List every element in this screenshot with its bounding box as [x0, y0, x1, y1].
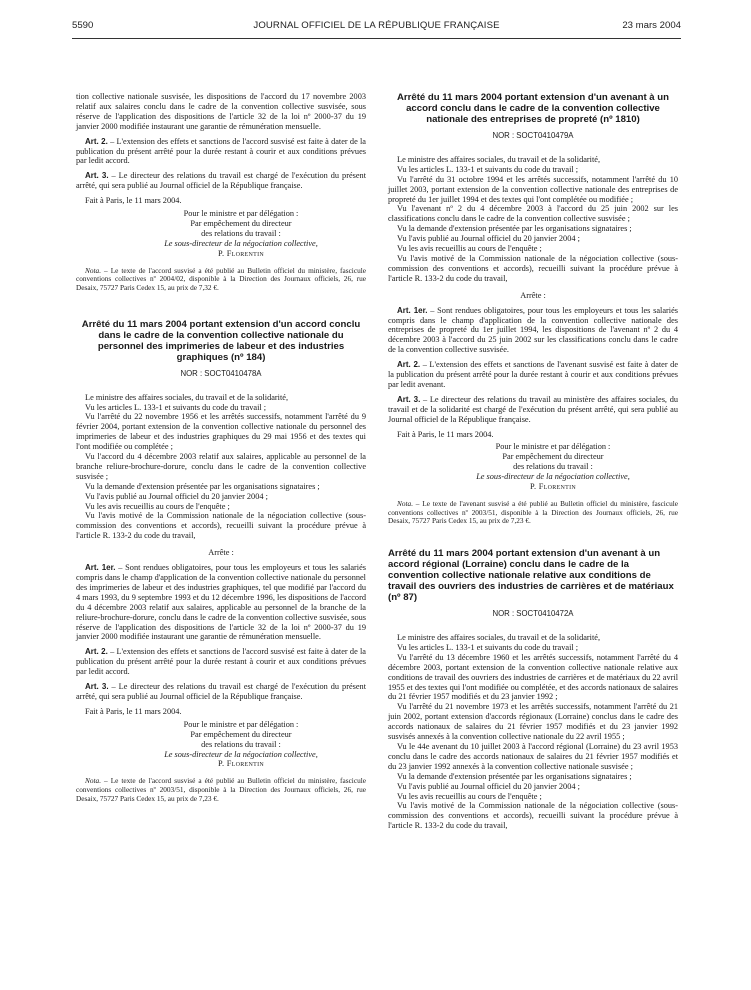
- journal-title: JOURNAL OFFICIEL DE LA RÉPUBLIQUE FRANÇAISE: [253, 20, 500, 31]
- article-text: – Le directeur des relations du travail est chargé de l'exécution du présent arrêté, qui sera publié au Journal officiel de la République française.: [76, 682, 367, 701]
- visa-line: Vu la demande d'extension présentée par les organisations signataires ;: [85, 481, 320, 491]
- article-text: – Sont rendues obligatoires, pour tous les employeurs et tous les salariés compris dans le champ d'application de la convention collective nationale des entreprises de propreté du 1er juillet 1994, les dispositions de l'avenant nº 2 du 4 décembre 2003 à l'accord du 25 juin 2002 sur les classifications conclu dans le cadre de la convention collective susvisée.: [388, 305, 679, 355]
- left-column: [76, 92, 366, 803]
- visa-line: Vu l'accord du 4 décembre 2003 relatif aux salaires, applicable au personnel de la branche reliure-brochure-dorure, conclu dans le cadre de la convention collective susvisée ;: [76, 452, 366, 481]
- nota-label: Nota.: [397, 499, 414, 508]
- visa-line: Vu l'avis publié au Journal officiel du 20 janvier 2004 ;: [397, 781, 580, 791]
- continued-text: tion collective nationale susvisée, les dispositions de l'accord du 17 novembre 2003 relatif aux salaires conclu dans le cadre de la convention collective susvisée, sous réserve de l'application des dispositions de l'article 32 de la loi nº 2000-37 du 19 janvier 2000 modifiée instaurant une garantie de rémunération mensuelle.: [76, 92, 366, 131]
- visa-line: Vu la demande d'extension présentée par les organisations signataires ;: [397, 771, 632, 781]
- nota-label: Nota.: [85, 776, 102, 786]
- visa-line: Vu l'avis motivé de la Commission nationale de la négociation collective (sous-commission des conventions et accords), recueilli suivant la procédure prévue à l'article R. 133-2 du code du travail,: [76, 511, 366, 541]
- signature-place-date: Fait à Paris, le 11 mars 2004.: [85, 196, 182, 206]
- article-label: Art. 1er.: [85, 563, 116, 573]
- article-3: [388, 395, 678, 425]
- issue-date: 23 mars 2004: [622, 20, 681, 31]
- visa-line: Vu l'avis motivé de la Commission nationale de la négociation collective (sous-commission des conventions et accords), recueilli suivant la procédure prévue à l'article R. 133-2 du code du travail,: [388, 253, 678, 283]
- signature-block: [116, 720, 366, 770]
- article-3: [76, 682, 366, 702]
- visa-line: Le ministre des affaires sociales, du travail et de la solidarité,: [397, 154, 601, 164]
- article-text: – Le directeur des relations du travail au ministère des affaires sociales, du travail et de la solidarité est chargé de l'exécution du présent arrêté, qui sera publié au Journal officiel de la République française.: [388, 394, 678, 424]
- visa-line: Le ministre des affaires sociales, du travail et de la solidarité,: [85, 392, 289, 402]
- article-label: Art. 2.: [85, 136, 108, 146]
- visa-line: Vu les articles L. 133-1 et suivants du code du travail ;: [397, 642, 579, 652]
- signature-line: Pour le ministre et par délégation :: [183, 719, 299, 729]
- article-2: [76, 647, 366, 677]
- signature-line: Par empêchement du directeur: [502, 452, 604, 462]
- signatory-name: P. Florentin: [217, 248, 265, 258]
- signature-line: Par empêchement du directeur: [190, 218, 292, 228]
- nota-label: Nota.: [85, 265, 102, 275]
- visa-line: Vu l'avis motivé de la Commission nationale de la négociation collective (sous-commission des conventions et accords), recueilli suivant la procédure prévue à l'article R. 133-2 du code du travail,: [388, 801, 678, 831]
- article-text: – L'extension des effets et sanctions de l'accord susvisé est faite à dater de la publication du présent arrêté pour la durée restant à courir et aux conditions prévues par ledit accord.: [76, 647, 366, 677]
- article-label: Art. 2.: [85, 647, 108, 657]
- article-text: – Sont rendues obligatoires, pour tous les employeurs et tous les salariés compris dans le champ d'application de la convention collective nationale du personnel des imprimeries de labeur et des industries graphiques, tel que modifié par l'accord du 4 mars 1993, du 9 septembre 1993 et du 12 décembre 1996, les dispositions de l'accord du 4 décembre 2003 relatif aux salaires, applicable au personnel de la branche de la reliure-brochure-dorure, conclu dans le cadre de la convention collective susvisée, sous réserve de l'application des dispositions de l'article 32 de la loi nº 2000-37 du 19 janvier 2000 modifiée instaurant une garantie de rémunération mensuelle.: [76, 563, 367, 642]
- visa-line: Vu les avis recueillis au cours de l'enquête ;: [397, 791, 542, 801]
- visa-line: Vu l'arrêté du 31 octobre 1994 et les arrêtés successifs, notamment l'arrêté du 10 juillet 2003, portant extension de la convention collective nationale des entreprises de propreté du 1er juillet 1994 et des textes qui l'ont complétée ou modifiée ;: [388, 174, 678, 204]
- decree-title: Arrêté du 11 mars 2004 portant extension d'un avenant à un accord conclu dans le cadre de la convention collective nationale des entreprises de propreté (nº 1810): [396, 92, 670, 125]
- nota: [76, 777, 366, 803]
- signature-line: Par empêchement du directeur: [190, 729, 292, 739]
- visa-line: Vu l'arrêté du 13 décembre 1960 et les arrêtés successifs, notamment l'arrêté du 4 décembre 2003, portant extension de la convention collective nationale relative aux conditions de travail des ouvriers des industries de carrières et de matériaux du 22 avril 1955 et des textes qui l'ont modifiée ou complétée, et des accords nationaux de salaires du 21 février 1957 modifiés et du 23 janvier 1992 ;: [388, 652, 678, 702]
- nor-reference: NOR : SOCT0410479A: [492, 131, 574, 140]
- article-2: [76, 137, 366, 167]
- article-3: [76, 171, 366, 191]
- signature-line: Le sous-directeur de la négociation collective,: [476, 472, 630, 482]
- page-header: [72, 20, 681, 34]
- signature-line: Pour le ministre et par délégation :: [495, 442, 611, 452]
- signature-block: [116, 209, 366, 259]
- visa-line: Le ministre des affaires sociales, du travail et de la solidarité,: [397, 633, 601, 643]
- nor-reference: NOR : SOCT0410478A: [180, 368, 262, 378]
- visa-line: Vu l'arrêté du 21 novembre 1973 et les arrêtés successifs, notamment l'arrêté du 21 juin 2002, portant extension d'accords régionaux (Lorraine) conclus dans le cadre des accords nationaux de salaires du 21 février 1957 modifiés et du 23 janvier 1992 susvisés annexés à la convention collective nationale du 22 avril 1955 ;: [388, 702, 678, 742]
- visa-line: Vu les articles L. 133-1 et suivants du code du travail ;: [85, 402, 267, 412]
- header-rule: [72, 38, 681, 39]
- visa-line: Vu les articles L. 133-1 et suivants du code du travail ;: [397, 164, 579, 174]
- article-label: Art. 1er.: [397, 305, 428, 315]
- signature-line: des relations du travail :: [201, 228, 281, 238]
- visa-line: Vu l'avis publié au Journal officiel du 20 janvier 2004 ;: [397, 234, 580, 244]
- nota: [76, 267, 366, 293]
- article-1: [76, 563, 366, 642]
- page-number: 5590: [72, 20, 94, 31]
- article-1: [388, 306, 678, 356]
- article-label: Art. 3.: [85, 682, 109, 692]
- signature-line: des relations du travail :: [513, 462, 593, 472]
- signature-place-date: Fait à Paris, le 11 mars 2004.: [85, 706, 182, 716]
- article-label: Art. 3.: [397, 394, 421, 404]
- signature-line: Pour le ministre et par délégation :: [183, 209, 299, 219]
- visa-line: Vu les avis recueillis au cours de l'enquête ;: [85, 501, 230, 511]
- arrete-heading: Arrête :: [208, 548, 234, 558]
- decree-title: Arrêté du 11 mars 2004 portant extension d'un accord conclu dans le cadre de la convention collective nationale du personnel des imprimeries de labeur et des industries graphiques (nº 184): [81, 318, 361, 363]
- visa-line: Vu le 44e avenant du 10 juillet 2003 à l'accord régional (Lorraine) du 23 avril 1953 conclu dans le cadre des accords nationaux de salaires du 21 février 1957 modifiés et du 23 janvier 1992 annexés à la convention collective nationale susvisée ;: [388, 741, 678, 771]
- arrete-heading: Arrête :: [520, 290, 546, 300]
- article-2: [388, 360, 678, 390]
- article-label: Art. 3.: [85, 171, 109, 181]
- visa-line: Vu l'avis publié au Journal officiel du 20 janvier 2004 ;: [85, 491, 268, 501]
- nota-text: – Le texte de l'accord susvisé a été publié au Bulletin officiel du ministère, fascicule conventions collectives nº 2003/51, disponible à la Direction des Journaux officiels, 26, rue Desaix, 75727 Paris Cedex 15, au prix de 7,23 €.: [76, 776, 366, 803]
- signature-place-date: Fait à Paris, le 11 mars 2004.: [397, 429, 494, 439]
- signature-line: Le sous-directeur de la négociation collective,: [164, 238, 318, 248]
- article-text: – L'extension des effets et sanctions de l'avenant susvisé est faite à dater de la publication du présent arrêté pour la durée restant à courir et aux conditions prévues par ledit avenant.: [388, 360, 679, 389]
- signature-line: Le sous-directeur de la négociation collective,: [164, 749, 318, 759]
- visa-line: Vu l'arrêté du 22 novembre 1956 et les arrêtés successifs, notamment l'arrêté du 9 février 2004, portant extension de la convention collective nationale du personnel des imprimeries de labeur et des industries graphiques du 29 mai 1956 et des textes qui l'ont modifiée ou complétée ;: [76, 412, 366, 452]
- visa-line: Vu la demande d'extension présentée par les organisations signataires ;: [397, 224, 632, 234]
- signature-line: des relations du travail :: [201, 739, 281, 749]
- signatory-name: P. Florentin: [217, 759, 265, 769]
- article-text: – Le directeur des relations du travail est chargé de l'exécution du présent arrêté, qui sera publié au Journal officiel de la République française.: [76, 171, 367, 191]
- article-text: – L'extension des effets et sanctions de l'accord susvisé est faite à dater de la publication du présent arrêté pour la durée restant à courir et aux conditions prévues par ledit accord.: [76, 136, 366, 166]
- signatory-name: P. Florentin: [529, 482, 577, 492]
- decree-title: Arrêté du 11 mars 2004 portant extension d'un avenant à un accord régional (Lorraine) conclu dans le cadre de la convention collective nationale relative aux conditions de travail des ouvriers des industries de carrières et de matériaux (nº 87): [388, 548, 674, 604]
- nota-text: – Le texte de l'avenant susvisé a été publié au Bulletin officiel du ministère, fascicule conventions collectives nº 2003/51, disponible à la Direction des Journaux officiels, 26, rue Desaix, 75727 Paris Cedex 15, au prix de 7,23 €.: [388, 499, 678, 526]
- visa-line: Vu les avis recueillis au cours de l'enquête ;: [397, 244, 542, 254]
- visa-line: Vu l'avenant nº 2 du 4 décembre 2003 à l'accord du 25 juin 2002 sur les classifications conclu dans le cadre de la convention collective susvisée ;: [388, 204, 678, 224]
- nota-text: – Le texte de l'accord susvisé a été publié au Bulletin officiel du ministère, fascicule conventions collectives nº 2004/02, disponible à la Direction des Journaux officiels, 26, rue Desaix, 75727 Paris Cedex 15, au prix de 7,32 €.: [76, 265, 366, 292]
- signature-block: [428, 442, 678, 492]
- nota: [388, 500, 678, 526]
- article-label: Art. 2.: [397, 360, 421, 370]
- right-column: [388, 92, 678, 831]
- nor-reference: NOR : SOCT0410472A: [492, 609, 574, 619]
